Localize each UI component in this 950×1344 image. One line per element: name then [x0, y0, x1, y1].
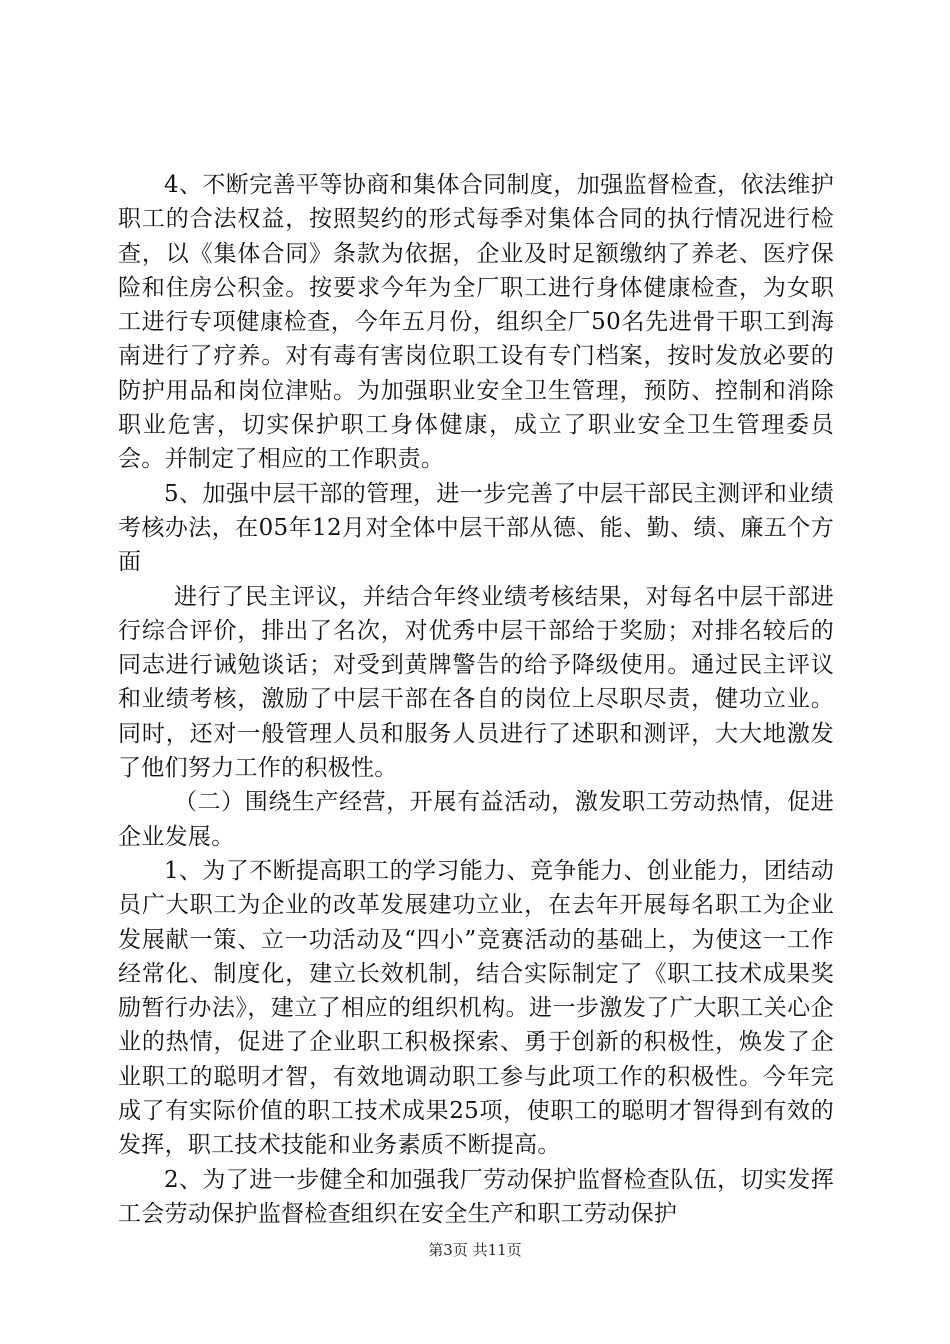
paragraph-continuation: 进行了民主评议，并结合年终业绩考核结果，对每名中层干部进行综合评价，排出了名次，对优秀中层干部给于奖励；对排名较后的同志进行诫勉谈话；对受到黄牌警告的给予降级使用。通过民主评议和业绩考核，激励了中层干部在各自的岗位上尽职尽责，健功立业。同时，还对一般管理人员和服务人员进行了述职和测评，大大地激发了他们努力工作的积极性。 — [118, 583, 834, 782]
paragraph-item-4: 4、不断完善平等协商和集体合同制度，加强监督检查，依法维护职工的合法权益，按照契约的形式每季对集体合同的执行情况进行检查，以《集体合同》条款为依据，企业及时足额缴纳了养老、医疗保险和住房公积金。按要求今年为全厂职工进行身体健康检查，为女职工进行专项健康检查，今年五月份，组织全厂50名先进骨干职工到海南进行了疗养。对有毒有害岗位职工设有专门档案，按时发放必要的防护用品和岗位津贴。为加强职业安全卫生管理，预防、控制和消除职业危害，切实保护职工身体健康，成立了职业安全卫生管理委员会。并制定了相应的工作职责。 — [118, 172, 834, 473]
document-body — [118, 168, 834, 1231]
paragraph-item-2: 2、为了进一步健全和加强我厂劳动保护监督检查队伍，切实发挥工会劳动保护监督检查组织在安全生产和职工劳动保护 — [118, 1166, 834, 1227]
section-heading-2: （二）围绕生产经营，开展有益活动，激发职工劳动热情，促进企业发展。 — [118, 789, 834, 850]
page-number-footer: 第3页 共11页 — [428, 1241, 522, 1259]
paragraph-item-5: 5、加强中层干部的管理，进一步完善了中层干部民主测评和业绩考核办法，在05年12月对全体中层干部从德、能、勤、绩、廉五个方面 — [118, 480, 834, 576]
paragraph-item-1: 1、为了不断提高职工的学习能力、竞争能力、创业能力，团结动员广大职工为企业的改革发展建功立业，在去年开展每名职工为企业发展献一策、立一功活动及“四小”竞赛活动的基础上，为使这一工作经常化、制度化，建立长效机制，结合实际制定了《职工技术成果奖励暂行办法》，建立了相应的组织机构。进一步激发了广大职工关心企业的热情，促进了企业职工积极探索、勇于创新的积极性，焕发了企业职工的聪明才智，有效地调动职工参与此项工作的积极性。今年完成了有实际价值的职工技术成果25项，使职工的聪明才智得到有效的发挥，职工技术技能和业务素质不断提高。 — [118, 857, 834, 1159]
